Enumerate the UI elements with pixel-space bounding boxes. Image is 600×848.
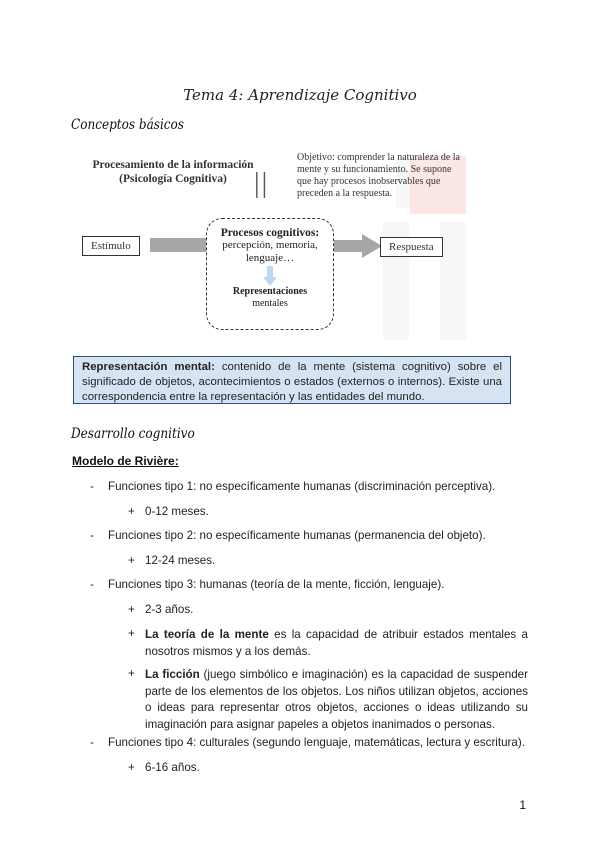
section-heading-desarrollo: Desarrollo cognitivo (71, 426, 195, 442)
list-item-f2: - Funciones tipo 2: no específicamente humanas (permanencia del objeto). (90, 529, 486, 542)
definition-term: Representación mental: (82, 361, 215, 373)
response-box: Respuesta (380, 237, 443, 257)
objective-text: Objetivo: comprender la naturaleza de la mente y su funcionamiento. Se supone que hay procesos inobservables que preceden a la respuesta. (297, 152, 460, 199)
list-item-f4: - Funciones tipo 4: culturales (segundo lenguaje, matemáticas, lectura y escritura). (90, 736, 525, 749)
list-subitem-f3-age: + 2-3 años. (128, 603, 194, 616)
list-subitem-fiction: + La ficción (juego simbólico e imaginación) es la capacidad de suspender parte de los elementos de los objetos. Los niños utilizan objetos, acciones o ideas para representar otros objetos, acciones o ideas utilizando su imaginación para asignar papeles a objetos inanimados o personas. (128, 667, 528, 731)
arrow-down-icon (263, 266, 277, 286)
section-heading-conceptos: Conceptos básicos (71, 117, 184, 133)
processes-title: Procesos cognitivos: (220, 227, 320, 239)
page-title: Tema 4: Aprendizaje Cognitivo (183, 86, 417, 104)
processes-line1: percepción, memoria, (222, 239, 318, 251)
definition-text: contenido de la mente (sistema cognitivo) sobre el significado de objetos, acontecimientos o estados (externos o internos). Existe una correspondencia entre la representación y las entidades del mundo. (82, 361, 502, 403)
processes-line2: lenguaje… (245, 252, 295, 264)
list-subitem-f2-age: + 12-24 meses. (128, 554, 216, 567)
representations-line1: Representaciones (232, 286, 308, 297)
processing-title: Procesamiento de la información (Psicología Cognitiva) (92, 159, 254, 185)
list-subitem-theory-of-mind: + La teoría de la mente es la capacidad de atribuir estados mentales a nosotros mismos y a los demás. (128, 627, 528, 658)
arrow-left-body (150, 238, 206, 252)
equals-symbol: || (254, 168, 270, 199)
definition-box (73, 356, 511, 404)
list-item-f1: - Funciones tipo 1: no específicamente humanas (discriminación perceptiva). (90, 480, 496, 493)
arrow-right-head-icon (362, 234, 382, 258)
representations-line2: mentales (252, 298, 288, 309)
cognitive-processes-box (206, 218, 334, 330)
watermark-logo-right-bar (440, 222, 466, 340)
list-subitem-f4-age: + 6-16 años. (128, 761, 200, 774)
model-heading: Modelo de Rivière: (72, 454, 179, 468)
stimulus-box: Estímulo (82, 236, 140, 256)
list-item-f3: - Funciones tipo 3: humanas (teoría de la mente, ficción, lenguaje). (90, 578, 445, 591)
list-subitem-f1-age: + 0-12 meses. (128, 505, 209, 518)
page-number: 1 (519, 798, 526, 812)
